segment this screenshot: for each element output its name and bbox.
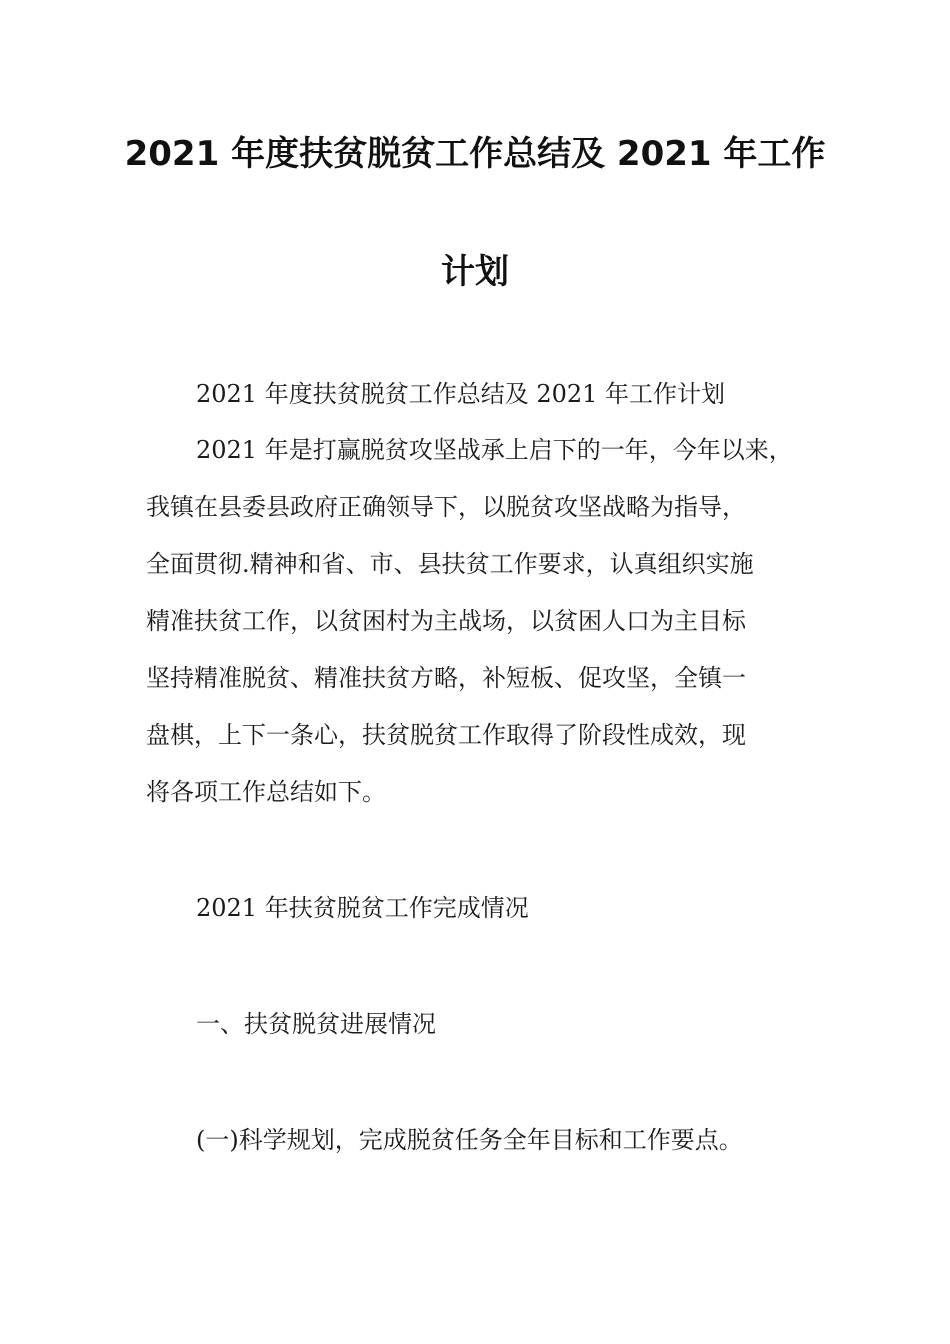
document-title-line-1: 2021 年度扶贫脱贫工作总结及 2021 年工作	[124, 134, 826, 174]
heading-one: 一、扶贫脱贫进展情况	[196, 1010, 436, 1038]
subtitle-text: 2021 年度扶贫脱贫工作总结及 2021 年工作计划	[196, 380, 726, 408]
paragraph-line: 盘棋，上下一条心，扶贫脱贫工作取得了阶段性成效，现	[146, 721, 746, 749]
paragraph-line: 将各项工作总结如下。	[146, 778, 386, 806]
document-title-line-2: 计划	[441, 252, 509, 292]
paragraph-line: 坚持精准脱贫、精准扶贫方略，补短板、促攻坚，全镇一	[146, 664, 746, 692]
section-heading: 2021 年扶贫脱贫工作完成情况	[196, 894, 529, 922]
paragraph-line: 全面贯彻.精神和省、市、县扶贫工作要求，认真组织实施	[146, 550, 754, 578]
paragraph-line: 2021 年是打赢脱贫攻坚战承上启下的一年，今年以来，	[196, 436, 793, 464]
paragraph-line: 精准扶贫工作，以贫困村为主战场，以贫困人口为主目标	[146, 607, 746, 635]
subheading-one: (一)科学规划，完成脱贫任务全年目标和工作要点。	[196, 1126, 743, 1154]
paragraph-line: 我镇在县委县政府正确领导下，以脱贫攻坚战略为指导，	[146, 493, 746, 521]
paragraph-1	[146, 422, 836, 821]
document-subtitle	[146, 366, 836, 423]
